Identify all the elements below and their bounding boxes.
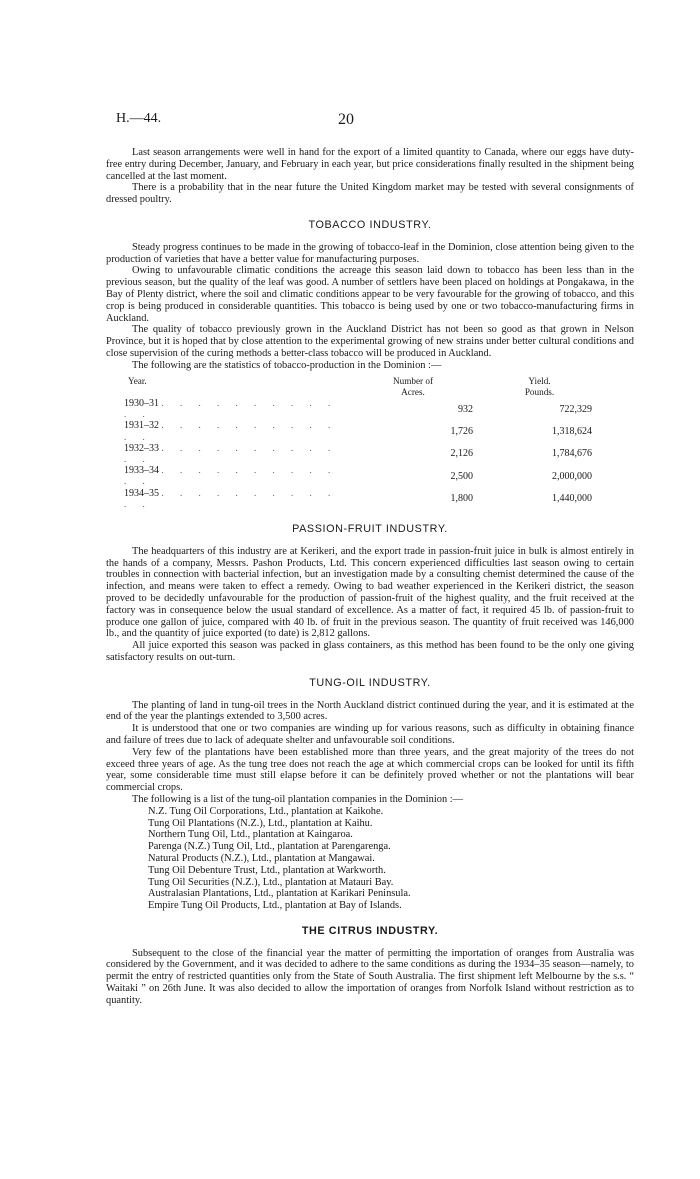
paragraph: Very few of the plantations have been established more than three years, and the great majority of the trees do not exceed three years of age. As the tung tree does not reach the age at which commercial crops can be looked for until its fifth year, some considerable time must still elapse before it can be definitely proved whether or not the plantations will bear commercial crops. (106, 746, 634, 794)
tung-oil-section (106, 678, 634, 912)
paragraph: The following are the statistics of tobacco-production in the Dominion :— (132, 359, 442, 371)
paragraph: The headquarters of this industry are at Kerikeri, and the export trade in passion-fruit juice in bulk is almost entirely in the hands of a company, Messrs. Pashon Products, Ltd. This concern experienced difficulties last season owing to certain troubles in connection with bacterial infection, but an investigation made by a consulting chemist determined the cause of the infection, and means were taken to effect a remedy. Owing to bad weather experienced in the Kerikeri district, the season proved to be decidedly unfavourable for the production of passion-fruit of the highest quality, and the fruit received at the factory was in consequence below the usual standard of excellence. As a matter of fact, it required 45 lb. of passion-fruit to produce one gallon of juice, compared with 40 lb. of fruit in the previous season. The quantity of fruit received was 146,000 lb., and the quantity of juice exported (to date) is 2,812 gallons. (106, 545, 634, 640)
yield-header-line: Yield. (528, 375, 551, 386)
paragraph: Steady progress continues to be made in the growing of tobacco-leaf in the Dominion, close attention being given to the production of varieties that have a better value for manufacturing purposes. (106, 241, 634, 265)
paragraph: The quality of tobacco previously grown in the Auckland District has not been so good as that grown in Nelson Province, but it is hoped that by close attention to the experimental growing of new strains under better cultural conditions and close supervision of the curing methods a better-class tobacco will be produced in Auckland. (106, 324, 634, 359)
page-number: 20 (338, 111, 354, 128)
year-value: 1932–33 (124, 442, 159, 454)
year-cell (124, 443, 353, 465)
list-item: Parenga (N.Z.) Tung Oil, Ltd., plantation at Parengarenga. (148, 841, 391, 853)
acres-header-unit: Acres. (401, 386, 425, 397)
list-item: Tung Oil Securities (N.Z.), Ltd., plantation at Matauri Bay. (148, 876, 394, 888)
table-row (124, 465, 592, 487)
yield-cell: 722,329 (559, 403, 592, 415)
year-cell (124, 488, 353, 510)
section-heading: PASSION-FRUIT INDUSTRY. (292, 522, 448, 535)
acres-cell: 2,126 (450, 448, 473, 460)
passion-fruit-section (106, 524, 634, 664)
leader-dots: . . . . . . . . . . . . (124, 420, 338, 442)
list-item: Australasian Plantations, Ltd., plantation at Karikari Peninsula. (148, 888, 411, 900)
section-heading: THE CITRUS INDUSTRY. (301, 924, 439, 937)
yield-column-header (487, 376, 592, 398)
paragraph: Subsequent to the close of the financial year the matter of permitting the importation of oranges from Australia was considered by the Government, and it was decided to adhere to the same conditions as during the 1934–35 season—namely, to permit the entry of restricted quantities only from the State of South Australia. The first shipment left Melbourne by the s.s. “ Waitaki ” on 26th June. It was also decided to allow the importation of oranges from Norfolk Island without restriction as to quantity. (106, 947, 634, 1006)
list-item: Natural Products (N.Z.), Ltd., plantation at Mangawai. (148, 852, 375, 864)
table-row (124, 420, 592, 442)
table-row (124, 443, 592, 465)
page-body (106, 147, 634, 1007)
year-column-header: Year. (128, 375, 147, 386)
section-heading: TOBACCO INDUSTRY. (308, 218, 432, 231)
leader-dots: . . . . . . . . . . . . (124, 465, 338, 487)
acres-cell: 2,500 (450, 470, 473, 482)
yield-cell: 1,784,676 (552, 448, 592, 460)
paragraph: It is understood that one or two companies are winding up for various reasons, such as difficulty in obtaining finance and failure of trees due to lack of adequate shelter and unfavourable soil conditions. (106, 723, 634, 746)
paragraph: There is a probability that in the near future the United Kingdom market may be tested with several consignments of dressed poultry. (106, 182, 634, 206)
paragraph: All juice exported this season was packed in glass containers, as this method has been found to be the only one giving satisfactory results on out-turn. (106, 640, 634, 663)
leader-dots: . . . . . . . . . . . . (124, 397, 338, 420)
intro-section (106, 147, 634, 206)
year-cell (124, 420, 353, 442)
year-value: 1934–35 (124, 487, 159, 499)
leader-dots: . . . . . . . . . . . . (124, 442, 338, 464)
acres-header-line: Number of (392, 375, 434, 386)
year-value: 1931–32 (124, 420, 159, 432)
citrus-section (106, 926, 634, 1007)
list-item: Northern Tung Oil, Ltd., plantation at Kaingaroa. (148, 829, 353, 841)
paragraph: The following is a list of the tung-oil plantation companies in the Dominion :— (132, 793, 464, 805)
table-row (124, 398, 592, 420)
year-cell (124, 465, 353, 487)
paragraph: Owing to unfavourable climatic conditions the acreage this season laid down to tobacco has been less than in the previous season, but the quality of the leaf was good. A number of settlers have been placed on holdings at Pongakawa, in the Bay of Plenty district, where the soil and climatic conditions appear to be very favourable for the growing of tobacco, and this crop is being produced in considerable quantities. This tobacco is being used by one or two tobacco-manufacturing firms in Auckland. (106, 265, 634, 324)
list-item: Tung Oil Plantations (N.Z.), Ltd., plantation at Kaihu. (148, 817, 373, 829)
yield-cell: 1,318,624 (552, 425, 592, 437)
table-row (124, 488, 592, 510)
section-heading: TUNG-OIL INDUSTRY. (309, 676, 431, 689)
yield-cell: 1,440,000 (552, 493, 592, 505)
acres-column-header (353, 376, 487, 398)
paragraph: The planting of land in tung-oil trees in the North Auckland district continued during the year, and it is estimated at the end of the year the plantings extended to 3,500 acres. (106, 699, 634, 723)
yield-header-unit: Pounds. (524, 386, 555, 397)
year-cell (124, 398, 353, 420)
acres-cell: 932 (458, 403, 473, 415)
year-value: 1933–34 (124, 465, 159, 477)
acres-cell: 1,726 (450, 425, 473, 437)
document-code: H.—44. (116, 111, 162, 126)
paragraph: Last season arrangements were well in hand for the export of a limited quantity to Canada, where our eggs have duty-free entry during December, January, and February in each year, but price considerations finally resulted in the shipment being cancelled at the last moment. (106, 147, 634, 182)
list-item: N.Z. Tung Oil Corporations, Ltd., plantation at Kaikohe. (148, 805, 384, 817)
acres-cell: 1,800 (450, 493, 473, 505)
tobacco-section (106, 220, 634, 510)
table-header-row (124, 376, 592, 398)
yield-cell: 2,000,000 (552, 470, 592, 482)
leader-dots: . . . . . . . . . . . . (124, 487, 338, 509)
tobacco-statistics-table (124, 376, 592, 510)
year-value: 1930–31 (124, 397, 159, 409)
list-item: Empire Tung Oil Products, Ltd., plantation at Bay of Islands. (148, 900, 402, 912)
company-list (106, 806, 634, 912)
list-item: Tung Oil Debenture Trust, Ltd., plantation at Warkworth. (148, 864, 386, 876)
